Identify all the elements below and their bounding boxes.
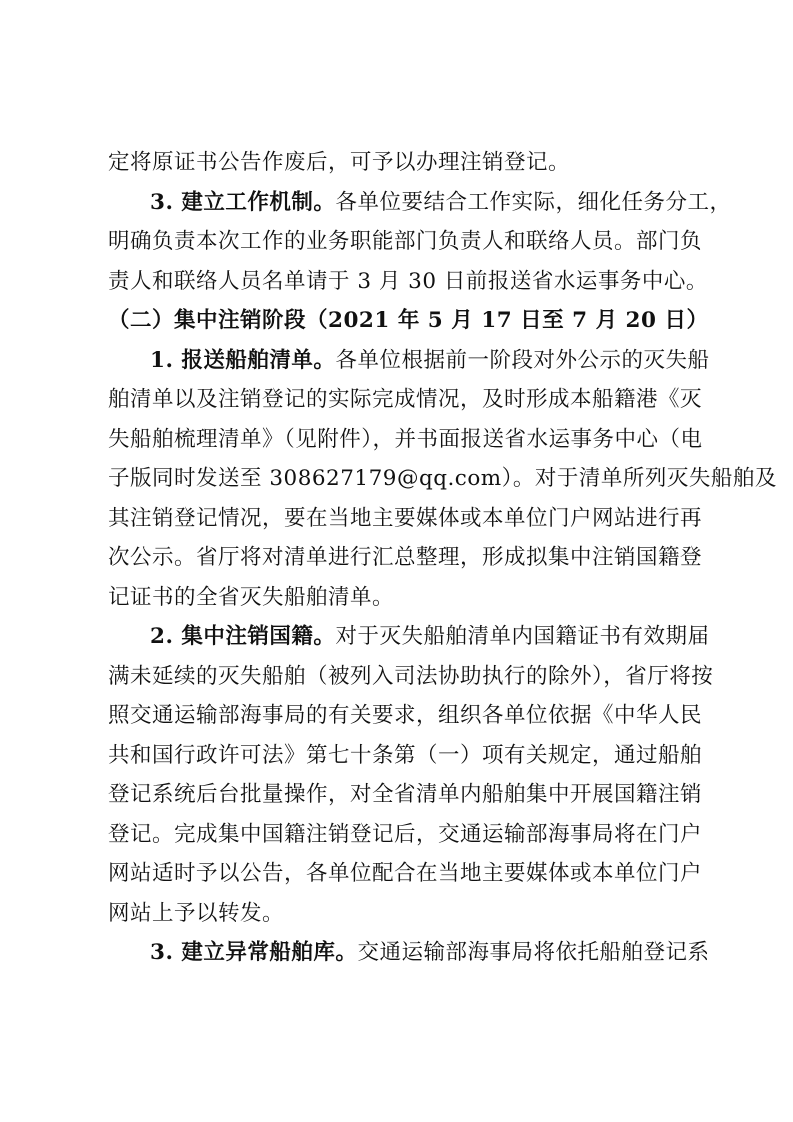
text-line bbox=[108, 775, 703, 815]
text-line bbox=[108, 933, 710, 973]
line-text: 责人和联络人员名单请于 3 月 30 日前报送省水运事务中心。 bbox=[108, 268, 708, 294]
line-text: 各单位要结合工作实际，细化任务分工， bbox=[335, 189, 732, 215]
line-text: 照交通运输部海事局的有关要求，组织各单位依据《中华人民 bbox=[108, 703, 703, 728]
text-line bbox=[108, 341, 710, 381]
text-line bbox=[108, 657, 714, 697]
text-line bbox=[108, 499, 703, 539]
text-line bbox=[108, 222, 703, 262]
line-text: 满未延续的灭失船舶（被列入司法协助执行的除外），省厅将按 bbox=[108, 663, 714, 689]
text-line bbox=[108, 894, 688, 934]
text-line bbox=[108, 617, 710, 657]
line-text: 失船舶梳理清单》（见附件），并书面报送省水运事务中心（电 bbox=[108, 426, 703, 452]
line-text: 子版同时发送至 308627179@qq.com）。对于清单所列灭失船舶及 bbox=[108, 466, 777, 491]
item-title: 3. 建立工作机制。 bbox=[150, 189, 336, 215]
text-line bbox=[108, 183, 732, 223]
line-text: 共和国行政许可法》第七十条第（一）项有关规定，通过船舶 bbox=[108, 742, 703, 768]
line-text: 网站上予以转发。 bbox=[108, 900, 285, 926]
text-line bbox=[108, 736, 703, 776]
line-text: 次公示。省厅将对清单进行汇总整理，形成拟集中注销国籍登 bbox=[108, 545, 703, 570]
line-text: 舶清单以及注销登记的实际完成情况，及时形成本船籍港《灭 bbox=[108, 387, 703, 412]
document-page bbox=[108, 143, 777, 973]
item-title: 2. 集中注销国籍。 bbox=[150, 624, 336, 649]
line-text: 登记。完成集中国籍注销登记后，交通运输部海事局将在门户 bbox=[108, 821, 703, 847]
text-line bbox=[108, 262, 708, 302]
text-line bbox=[108, 696, 703, 736]
line-text: 网站适时予以公告，各单位配合在当地主要媒体或本单位门户 bbox=[108, 861, 703, 886]
text-line bbox=[108, 143, 688, 183]
text-line bbox=[108, 578, 688, 618]
line-text: 定将原证书公告作废后，可予以办理注销登记。 bbox=[108, 150, 571, 175]
line-text: 交通运输部海事局将依托船舶登记系 bbox=[357, 940, 710, 965]
line-text: 记证书的全省灭失船舶清单。 bbox=[108, 584, 395, 610]
line-text: 对于灭失船舶清单内国籍证书有效期届 bbox=[335, 624, 710, 649]
line-text: 各单位根据前一阶段对外公示的灭失船 bbox=[335, 347, 710, 373]
text-line bbox=[108, 420, 703, 460]
text-line bbox=[108, 459, 777, 499]
text-line bbox=[108, 815, 703, 855]
item-title: 1. 报送船舶清单。 bbox=[150, 347, 336, 373]
item-title: 3. 建立异常船舶库。 bbox=[150, 940, 358, 965]
section-heading: （二）集中注销阶段（2021 年 5 月 17 日至 7 月 20 日） bbox=[108, 308, 709, 333]
line-text: 登记系统后台批量操作，对全省清单内船舶集中开展国籍注销 bbox=[108, 782, 703, 807]
text-line bbox=[108, 380, 703, 420]
line-text: 其注销登记情况，要在当地主要媒体或本单位门户网站进行再 bbox=[108, 505, 703, 531]
text-line bbox=[108, 854, 703, 894]
line-text: 明确负责本次工作的业务职能部门负责人和联络人员。部门负 bbox=[108, 229, 703, 254]
text-line bbox=[108, 538, 703, 578]
